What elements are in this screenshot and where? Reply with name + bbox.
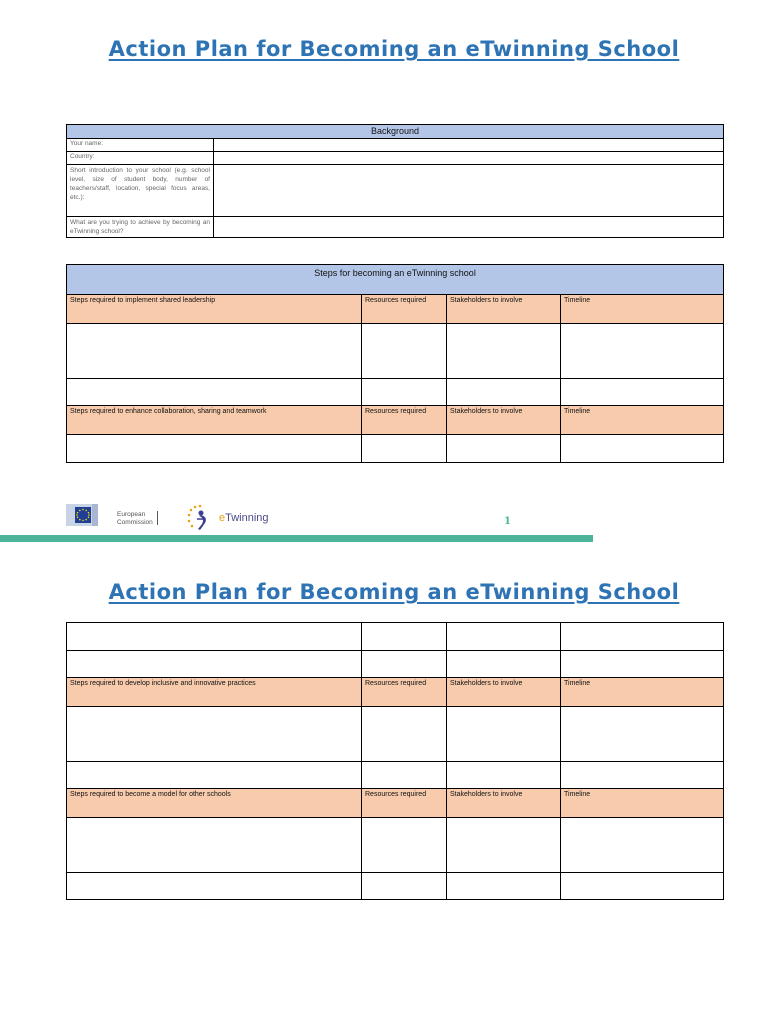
european-commission-text (117, 511, 153, 527)
page-title-2: Action Plan for Becoming an eTwinning School (108, 580, 680, 604)
table-row (67, 762, 724, 789)
stakeholders-cell[interactable] (447, 324, 561, 379)
step-cell[interactable] (67, 379, 362, 406)
step-cell[interactable] (67, 818, 362, 873)
steps-table-continued (66, 622, 724, 900)
resources-cell[interactable] (362, 623, 447, 651)
resources-cell[interactable] (362, 435, 447, 463)
timeline-cell[interactable] (561, 623, 724, 651)
section-header-row (67, 678, 724, 707)
resources-header: Resources required (362, 295, 447, 324)
section-header-row (67, 789, 724, 818)
etwinning-e: e (219, 512, 226, 524)
goal-label: What are you trying to achieve by becoming an eTwinning school? (67, 217, 214, 238)
table-row (67, 651, 724, 678)
table-row (67, 623, 724, 651)
your-name-label: Your name: (67, 139, 214, 152)
timeline-cell[interactable] (561, 379, 724, 406)
stakeholders-cell[interactable] (447, 818, 561, 873)
section-title: Steps required to implement shared leadership (67, 295, 362, 324)
step-cell[interactable] (67, 873, 362, 900)
footer-divider (157, 511, 158, 525)
section-header-row (67, 295, 724, 324)
section-header-row (67, 406, 724, 435)
timeline-header: Timeline (561, 295, 724, 324)
resources-cell[interactable] (362, 818, 447, 873)
timeline-header: Timeline (561, 678, 724, 707)
timeline-header: Timeline (561, 406, 724, 435)
resources-header: Resources required (362, 406, 447, 435)
country-label: Country: (67, 152, 214, 165)
timeline-cell[interactable] (561, 435, 724, 463)
resources-cell[interactable] (362, 762, 447, 789)
resources-cell[interactable] (362, 379, 447, 406)
timeline-cell[interactable] (561, 873, 724, 900)
table-row (67, 324, 724, 379)
resources-header: Resources required (362, 789, 447, 818)
section-title: Steps required to enhance collaboration, sharing and teamwork (67, 406, 362, 435)
your-name-field[interactable] (214, 139, 724, 152)
step-cell[interactable] (67, 623, 362, 651)
resources-cell[interactable] (362, 651, 447, 678)
step-cell[interactable] (67, 651, 362, 678)
step-cell[interactable] (67, 762, 362, 789)
page-title: Action Plan for Becoming an eTwinning School (108, 37, 680, 61)
steps-table (66, 264, 724, 463)
resources-cell[interactable] (362, 873, 447, 900)
table-row (67, 818, 724, 873)
step-cell[interactable] (67, 324, 362, 379)
eu-flag-icon (66, 504, 98, 526)
goal-field[interactable] (214, 217, 724, 238)
stakeholders-cell[interactable] (447, 623, 561, 651)
table-row (67, 435, 724, 463)
school-intro-field[interactable] (214, 165, 724, 217)
page-number: 1 (504, 516, 511, 527)
resources-header: Resources required (362, 678, 447, 707)
stakeholders-header: Stakeholders to involve (447, 295, 561, 324)
background-header: Background (67, 125, 724, 139)
eu-line2: Commission (117, 519, 153, 526)
stakeholders-cell[interactable] (447, 379, 561, 406)
resources-cell[interactable] (362, 707, 447, 762)
step-cell[interactable] (67, 435, 362, 463)
footer-teal-bar (0, 535, 593, 542)
stakeholders-cell[interactable] (447, 707, 561, 762)
etwinning-wordmark (219, 512, 269, 524)
table-row (67, 707, 724, 762)
timeline-cell[interactable] (561, 324, 724, 379)
background-table (66, 124, 724, 238)
timeline-cell[interactable] (561, 651, 724, 678)
timeline-header: Timeline (561, 789, 724, 818)
stakeholders-cell[interactable] (447, 435, 561, 463)
timeline-cell[interactable] (561, 707, 724, 762)
resources-cell[interactable] (362, 324, 447, 379)
table-row (67, 873, 724, 900)
steps-header: Steps for becoming an eTwinning school (67, 265, 724, 295)
stakeholders-cell[interactable] (447, 762, 561, 789)
country-field[interactable] (214, 152, 724, 165)
etwinning-logo-icon (185, 504, 215, 532)
timeline-cell[interactable] (561, 762, 724, 789)
eu-line1: European (117, 511, 146, 518)
stakeholders-header: Stakeholders to involve (447, 789, 561, 818)
school-intro-label: Short introduction to your school (e.g. school level, size of student body, number of teachers/staff, location, special focus areas, etc.): (67, 165, 214, 217)
stakeholders-cell[interactable] (447, 873, 561, 900)
stakeholders-header: Stakeholders to involve (447, 678, 561, 707)
section-title: Steps required to develop inclusive and innovative practices (67, 678, 362, 707)
timeline-cell[interactable] (561, 818, 724, 873)
page-footer (0, 498, 768, 548)
etwinning-rest: Twinning (225, 512, 269, 524)
stakeholders-cell[interactable] (447, 651, 561, 678)
section-title: Steps required to become a model for other schools (67, 789, 362, 818)
table-row (67, 379, 724, 406)
step-cell[interactable] (67, 707, 362, 762)
stakeholders-header: Stakeholders to involve (447, 406, 561, 435)
